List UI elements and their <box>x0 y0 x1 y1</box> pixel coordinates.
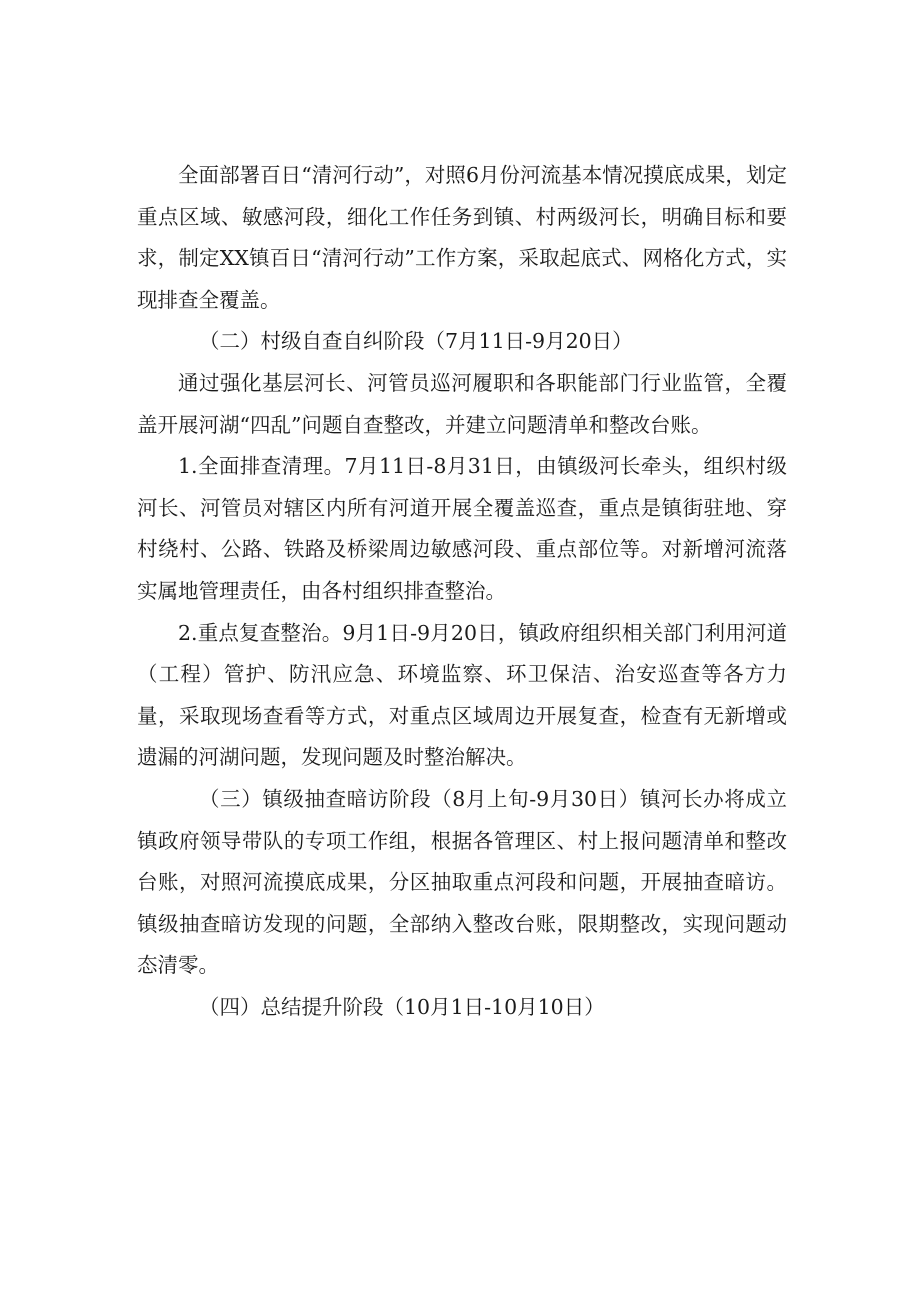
paragraph-stage-three: （三）镇级抽查暗访阶段（8月上旬-9月30日）镇河长办将成立镇政府领导带队的专项工作组，根据各管理区、村上报问题清单和整改台账，对照河流摸底成果，分区抽取重点河段和问题，开展抽查暗访。镇级抽查暗访发现的问题，全部纳入整改台账，限期整改，实现问题动态清零。 <box>137 786 787 978</box>
heading-stage-four: （四）总结提升阶段（10月1日-10月10日） <box>199 994 605 1019</box>
document-body <box>137 155 787 1028</box>
paragraph-item-1: 1.全面排查清理。7月11日-8月31日，由镇级河长牵头，组织村级河长、河管员对辖区内所有河道开展全覆盖巡查，重点是镇街驻地、穿村绕村、公路、铁路及桥梁周边敏感河段、重点部位等。对新增河流落实属地管理责任，由各村组织排查整治。 <box>137 454 787 603</box>
paragraph-item-2: 2.重点复查整治。9月1日-9月20日，镇政府组织相关部门利用河道（工程）管护、防汛应急、环境监察、环卫保洁、治安巡查等各方力量，采取现场查看等方式，对重点区域周边开展复查，检查有无新增或遗漏的河湖问题，发现问题及时整治解决。 <box>137 620 787 770</box>
paragraph-stage-two-intro: 通过强化基层河长、河管员巡河履职和各职能部门行业监管，全覆盖开展河湖“四乱”问题自查整改，并建立问题清单和整改台账。 <box>137 370 787 437</box>
paragraph-deploy-action: 全面部署百日“清河行动”，对照6月份河流基本情况摸底成果，划定重点区域、敏感河段，细化工作任务到镇、村两级河长，明确目标和要求，制定XX镇百日“清河行动”工作方案，采取起底式、网格化方式，实现排查全覆盖。 <box>137 163 787 312</box>
heading-stage-two: （二）村级自查自纠阶段（7月11日-9月20日） <box>199 329 633 354</box>
